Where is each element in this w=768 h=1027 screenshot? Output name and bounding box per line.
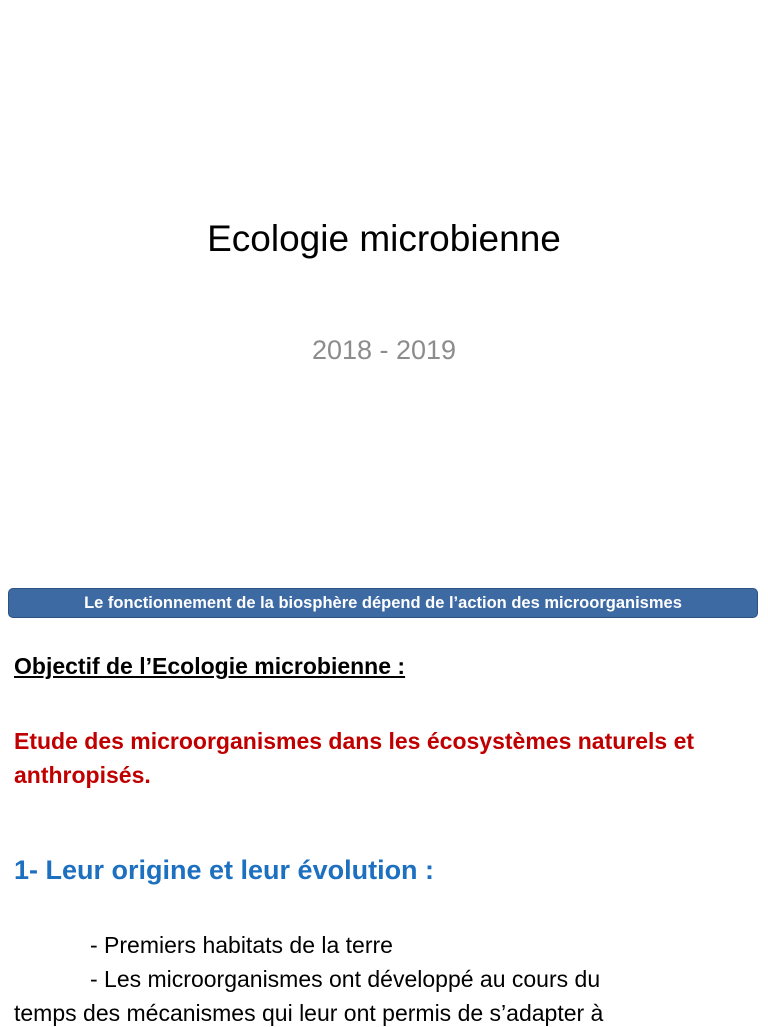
bullet-item: - Les microorganismes ont développé au cours du [90, 966, 601, 992]
bullet-continuation: temps des mécanismes qui leur ont permis de s’adapter à [14, 1000, 604, 1026]
objective-heading: Objectif de l’Ecologie microbienne : [14, 653, 406, 679]
study-text: Etude des microorganismes dans les écosystèmes naturels et anthropisés. [14, 728, 695, 788]
section-heading: 1- Leur origine et leur évolution : [14, 855, 435, 885]
slide-title: Ecologie microbienne [207, 218, 561, 259]
slide-subtitle: 2018 - 2019 [311, 335, 457, 365]
slide-banner: Le fonctionnement de la biosphère dépend de l’action des microorganismes [8, 588, 758, 618]
bullet-item: - Premiers habitats de la terre [90, 932, 393, 958]
content-slide [0, 586, 768, 1024]
